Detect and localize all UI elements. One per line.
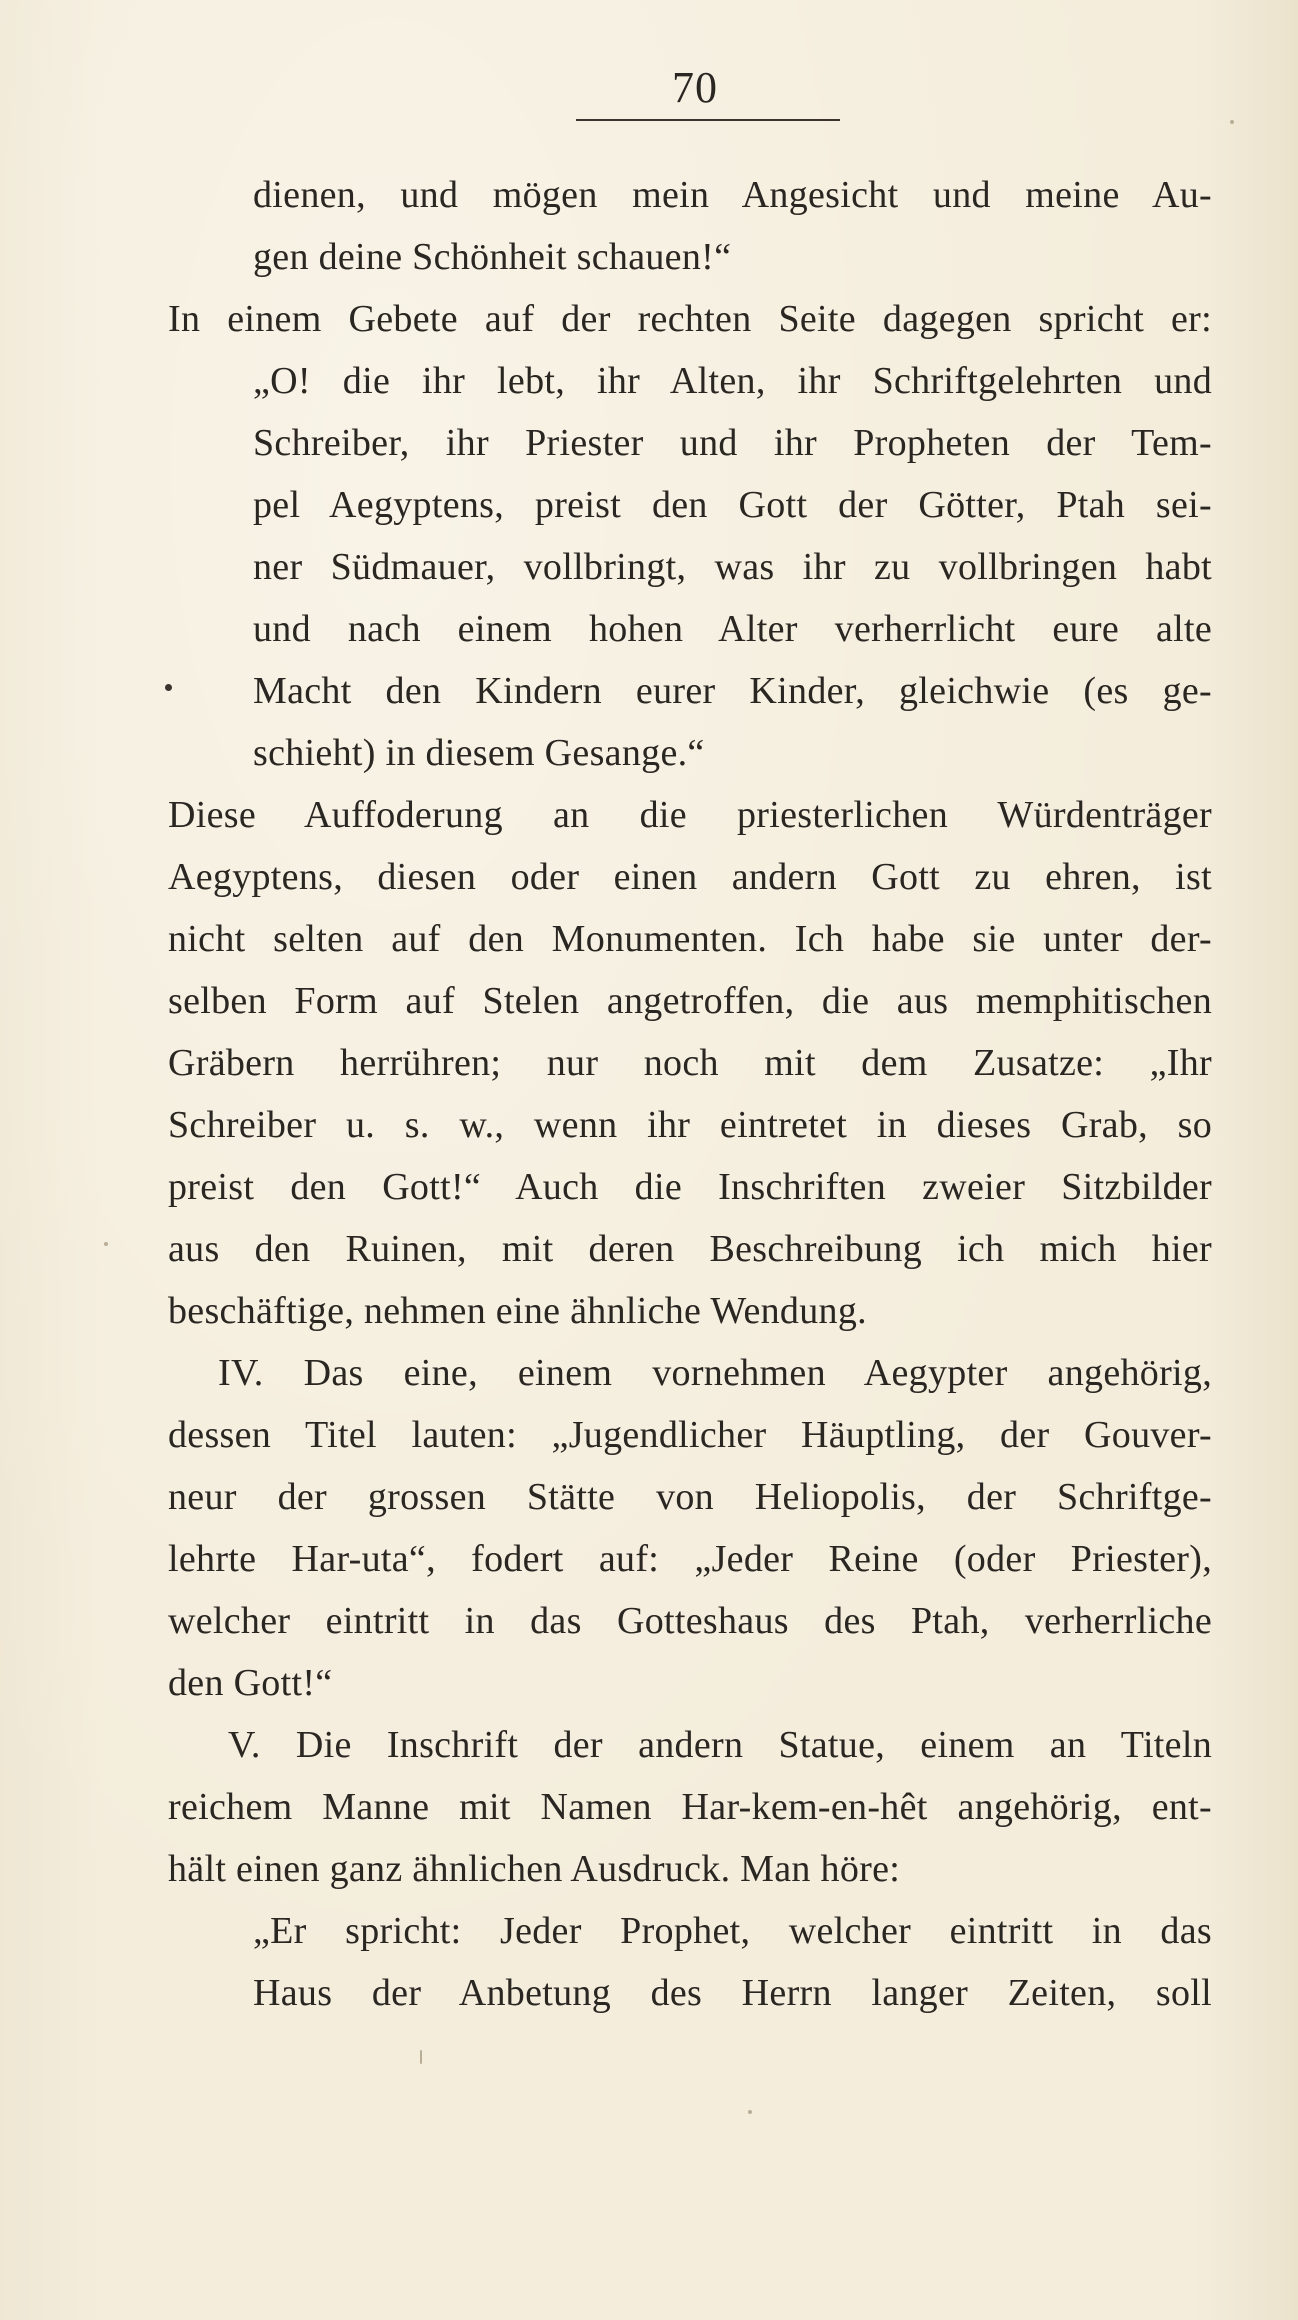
text-line: Gräbern herrühren; nur noch mit dem Zusatze: „Ihr [168, 1042, 1212, 1084]
text-line: Diese Auffoderung an die priesterlichen Würdenträger [168, 794, 1212, 836]
text-line: hält einen ganz ähnlichen Ausdruck. Man höre: [168, 1848, 901, 1890]
paper-speck [104, 1242, 108, 1246]
paper-speck [748, 2110, 752, 2114]
text-line: preist den Gott!“ Auch die Inschriften zweier Sitzbilder [168, 1166, 1212, 1208]
text-line: „Er spricht: Jeder Prophet, welcher eintritt in das [253, 1910, 1212, 1952]
text-line: ner Südmauer, vollbringt, was ihr zu vollbringen habt [253, 546, 1212, 588]
text-line: neur der grossen Stätte von Heliopolis, der Schriftge- [168, 1476, 1212, 1518]
text-line: V. Die Inschrift der andern Statue, einem an Titeln [228, 1724, 1212, 1766]
text-line: selben Form auf Stelen angetroffen, die aus memphitischen [168, 980, 1212, 1022]
paper-speck [420, 2050, 422, 2064]
text-line: Macht den Kindern eurer Kinder, gleichwie (es ge- [253, 670, 1212, 712]
text-line: „O! die ihr lebt, ihr Alten, ihr Schriftgelehrten und [253, 360, 1212, 402]
text-line: IV. Das eine, einem vornehmen Aegypter angehörig, [218, 1352, 1212, 1394]
text-line: Schreiber, ihr Priester und ihr Propheten der Tem- [253, 422, 1212, 464]
margin-dot [165, 684, 172, 691]
text-line: pel Aegyptens, preist den Gott der Götter, Ptah sei- [253, 484, 1212, 526]
paper-speck [1230, 120, 1234, 124]
text-line: den Gott!“ [168, 1662, 333, 1704]
text-line: lehrte Har-uta“, fodert auf: „Jeder Reine (oder Priester), [168, 1538, 1212, 1580]
text-line: beschäftige, nehmen eine ähnliche Wendung. [168, 1290, 867, 1332]
text-line: nicht selten auf den Monumenten. Ich habe sie unter der- [168, 918, 1212, 960]
text-line: schieht) in diesem Gesange.“ [253, 732, 705, 774]
text-line: dienen, und mögen mein Angesicht und meine Au- [253, 174, 1212, 216]
page-number: 70 [672, 63, 718, 112]
text-line: Aegyptens, diesen oder einen andern Gott zu ehren, ist [168, 856, 1212, 898]
text-line: und nach einem hohen Alter verherrlicht eure alte [253, 608, 1212, 650]
text-line: dessen Titel lauten: „Jugendlicher Häuptling, der Gouver- [168, 1414, 1212, 1456]
text-line: gen deine Schönheit schauen!“ [253, 236, 732, 278]
text-line: welcher eintritt in das Gotteshaus des Ptah, verherrliche [168, 1600, 1212, 1642]
header-rule [576, 119, 840, 121]
text-line: Schreiber u. s. w., wenn ihr eintretet in dieses Grab, so [168, 1104, 1212, 1146]
text-line: aus den Ruinen, mit deren Beschreibung ich mich hier [168, 1228, 1212, 1270]
text-line: In einem Gebete auf der rechten Seite dagegen spricht er: [168, 298, 1212, 340]
text-line: Haus der Anbetung des Herrn langer Zeiten, soll [253, 1972, 1212, 2014]
text-line: reichem Manne mit Namen Har-kem-en-hêt angehörig, ent- [168, 1786, 1212, 1828]
